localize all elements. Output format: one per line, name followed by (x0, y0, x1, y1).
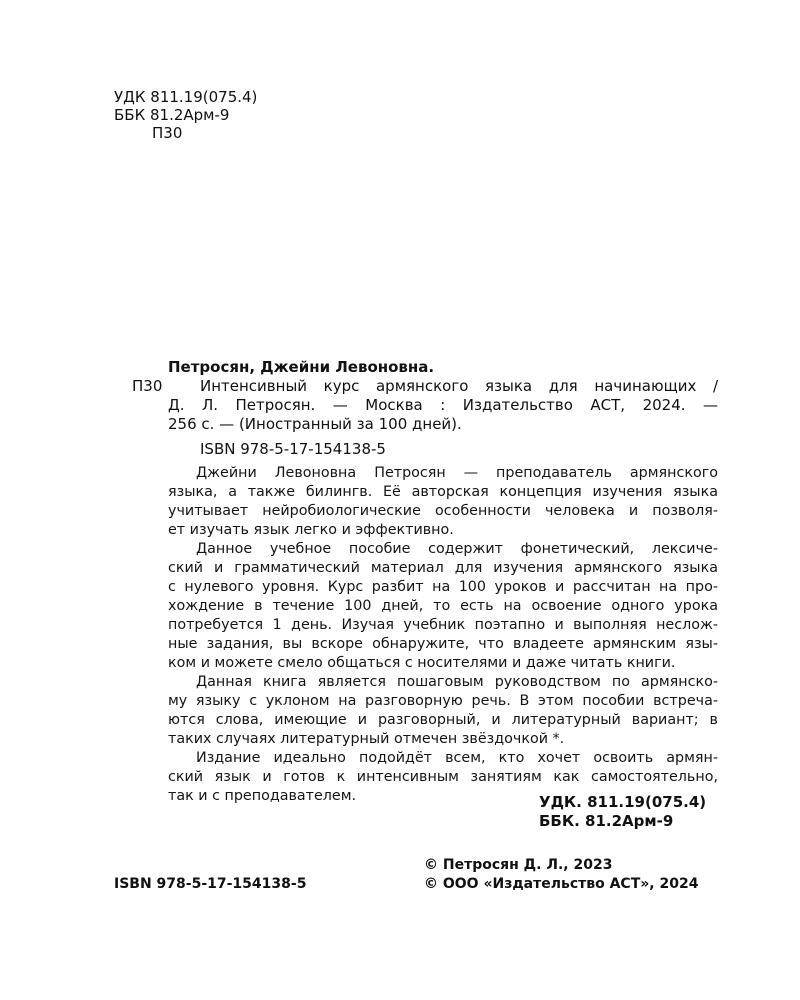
annotation-line: Данная книга является пошаговым руководством по армянско- (196, 674, 718, 690)
annotation-line: ский и грамматический материал для изучения армянского языка (168, 560, 718, 576)
annotation-line: языка, а также билингв. Её авторская концепция изучения языка (168, 484, 718, 500)
annotation (168, 464, 718, 806)
annotation-line: ются слова, имеющие и разговорный, и литературный вариант; в (168, 712, 718, 728)
copyright-author: © Петросян Д. Л., 2023 (424, 857, 613, 873)
annotation-line: Джейни Левоновна Петросян — преподаватель армянского (196, 465, 718, 481)
catalog-isbn: ISBN 978-5-17-154138-5 (200, 440, 386, 458)
classification-udk: УДК. 811.19(075.4) (539, 793, 707, 811)
footer-isbn: ISBN 978-5-17-154138-5 (114, 876, 307, 892)
annotation-line: Издание идеально подойдёт всем, кто хочет освоить армян- (196, 750, 718, 766)
author-code-header: П30 (152, 124, 183, 142)
annotation-paragraph (168, 464, 718, 540)
catalog-title-line: 256 с. — (Иностранный за 100 дней). (168, 415, 462, 433)
annotation-line: ком и можете смело общаться с носителями и даже читать книги. (168, 655, 676, 671)
annotation-paragraph (168, 540, 718, 673)
annotation-line: ные задания, вы вскоре обнаружите, что владеете армянским язы- (168, 636, 718, 652)
annotation-paragraph (168, 673, 718, 749)
annotation-line: ет изучать язык легко и эффективно. (168, 522, 454, 538)
annotation-line: му языку с уклоном на разговорную речь. В этом пособии встреча- (168, 693, 718, 709)
copyright-publisher: © ООО «Издательство АСТ», 2024 (424, 876, 699, 892)
annotation-line: таких случаях литературный отмечен звёздочкой *. (168, 731, 565, 747)
udk-header: УДК 811.19(075.4) (114, 88, 258, 106)
annotation-line: хождение в течение 100 дней, то есть на освоение одного урока (168, 598, 718, 614)
annotation-line: так и с преподавателем. (168, 788, 357, 804)
bbk-header: ББК 81.2Арм-9 (114, 106, 230, 124)
classification-bbk: ББК. 81.2Арм-9 (539, 812, 674, 830)
annotation-line: потребуется 1 день. Изучая учебник поэтапно и выполняя неслож- (168, 617, 718, 633)
annotation-line: с нулевого уровня. Курс разбит на 100 уроков и рассчитан на про- (168, 579, 718, 595)
annotation-line: Данное учебное пособие содержит фонетический, лексиче- (196, 541, 718, 557)
annotation-line: учитывает нейробиологические особенности человека и позволя- (168, 503, 718, 519)
catalog-author: Петросян, Джейни Левоновна. (168, 358, 435, 376)
catalog-code: П30 (132, 377, 163, 395)
catalog-title-line: Интенсивный курс армянского языка для начинающих / (200, 377, 718, 395)
annotation-line: ский язык и готов к интенсивным занятиям как самостоятельно, (168, 769, 718, 785)
catalog-title-line: Д. Л. Петросян. — Москва : Издательство АСТ, 2024. — (168, 396, 718, 414)
